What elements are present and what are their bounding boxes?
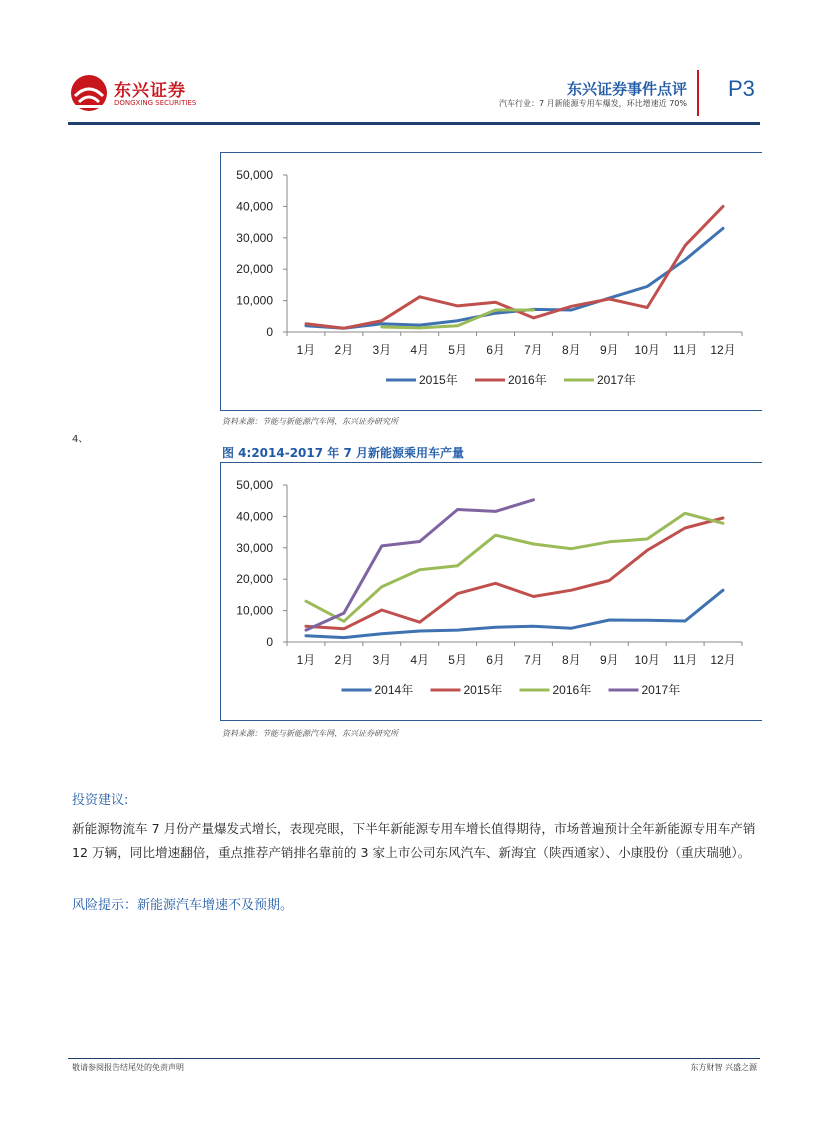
- y-tick-label: 0: [266, 325, 273, 339]
- x-tick-label: 2月: [334, 653, 354, 667]
- y-tick-label: 50,000: [236, 168, 273, 182]
- footer-slogan: 东方财智 兴盛之源: [690, 1063, 757, 1072]
- logo-emblem-icon: [70, 74, 110, 112]
- report-subtitle: 汽车行业：7 月新能源专用车爆发，环比增速近 70%: [499, 99, 687, 108]
- chart1-source: 资料来源：节能与新能源汽车网、东兴证券研究所: [222, 417, 398, 426]
- legend-label: 2016年: [508, 373, 547, 387]
- y-tick-label: 40,000: [236, 199, 273, 214]
- y-tick-label: 40,000: [236, 509, 273, 524]
- chart2-top-border: [220, 462, 762, 463]
- x-tick-label: 11月: [672, 653, 698, 667]
- header-divider: [697, 70, 699, 116]
- investment-text: 新能源物流车 7 月份产量爆发式增长，表现亮眼，下半年新能源专用车增长值得期待，市场普遍预计全年新能源专用车产销 12 万辆，同比增速翻倍，重点推荐产销排名靠前的 3 家上市公司东风汽车、新海宜（陕西通家）、小康股份（重庆瑞驰）。: [72, 821, 756, 860]
- investment-heading: 投资建议:: [72, 793, 129, 808]
- x-tick-label: 12月: [710, 343, 736, 357]
- y-tick-label: 20,000: [236, 572, 273, 587]
- x-tick-label: 12月: [710, 653, 736, 667]
- chart2-source: 资料来源：节能与新能源汽车网、东兴证券研究所: [222, 729, 398, 738]
- legend-label: 2017年: [641, 683, 681, 697]
- x-tick-label: 9月: [599, 653, 619, 667]
- x-tick-label: 4月: [410, 343, 430, 357]
- footer-disclaimer-note: 敬请参阅报告结尾处的免责声明: [72, 1063, 184, 1072]
- series-line-2015年: [306, 228, 723, 328]
- logo-name-cn: 东兴证券: [114, 81, 186, 101]
- page-number: P3: [728, 76, 755, 101]
- x-tick-label: 7月: [524, 653, 543, 667]
- y-tick-label: 10,000: [236, 603, 273, 618]
- chart1-line-chart: [222, 154, 762, 408]
- company-logo: [70, 74, 200, 112]
- x-tick-label: 3月: [372, 653, 392, 667]
- y-tick-label: 30,000: [236, 230, 273, 245]
- x-tick-label: 1月: [296, 653, 316, 667]
- x-tick-label: 1月: [296, 343, 316, 357]
- chart2-bottom-border: [220, 720, 762, 721]
- x-tick-label: 4月: [410, 653, 430, 667]
- chart2-left-border: [220, 462, 221, 720]
- x-tick-label: 8月: [562, 653, 581, 667]
- chart2-line-chart: [222, 464, 762, 718]
- footer-rule: [68, 1058, 760, 1059]
- item-number: 4、: [72, 434, 89, 445]
- x-tick-label: 3月: [372, 343, 392, 357]
- x-tick-label: 10月: [634, 653, 660, 667]
- chart1-left-border: [220, 152, 221, 410]
- x-tick-label: 9月: [599, 343, 619, 357]
- legend-label: 2016年: [552, 683, 592, 697]
- logo-name-en: DONGXING SECURITIES: [114, 99, 197, 107]
- legend-label: 2015年: [419, 373, 458, 387]
- x-tick-label: 10月: [634, 343, 660, 357]
- series-line-2017年: [306, 500, 534, 630]
- x-tick-label: 5月: [448, 343, 467, 357]
- report-title: 东兴证券事件点评: [566, 80, 687, 98]
- chart1-bottom-border: [220, 410, 762, 411]
- x-tick-label: 8月: [562, 343, 581, 357]
- legend-label: 2017年: [597, 373, 636, 387]
- chart1-top-border: [220, 152, 762, 153]
- x-tick-label: 11月: [672, 343, 698, 357]
- series-line-2015年: [306, 518, 723, 629]
- y-tick-label: 30,000: [236, 540, 273, 555]
- risk-warning: 风险提示：新能源汽车增速不及预期。: [72, 898, 294, 913]
- y-tick-label: 10,000: [236, 293, 273, 308]
- legend-label: 2015年: [463, 683, 503, 697]
- chart2-title: 图 4:2014-2017 年 7 月新能源乘用车产量: [222, 446, 464, 460]
- y-tick-label: 20,000: [236, 262, 273, 277]
- x-tick-label: 7月: [524, 343, 543, 357]
- x-tick-label: 6月: [486, 653, 505, 667]
- x-tick-label: 2月: [334, 343, 354, 357]
- x-tick-label: 5月: [448, 653, 467, 667]
- y-tick-label: 0: [266, 635, 273, 649]
- y-tick-label: 50,000: [236, 478, 273, 492]
- x-tick-label: 6月: [486, 343, 505, 357]
- legend-label: 2014年: [374, 683, 414, 697]
- header-rule: [68, 122, 760, 125]
